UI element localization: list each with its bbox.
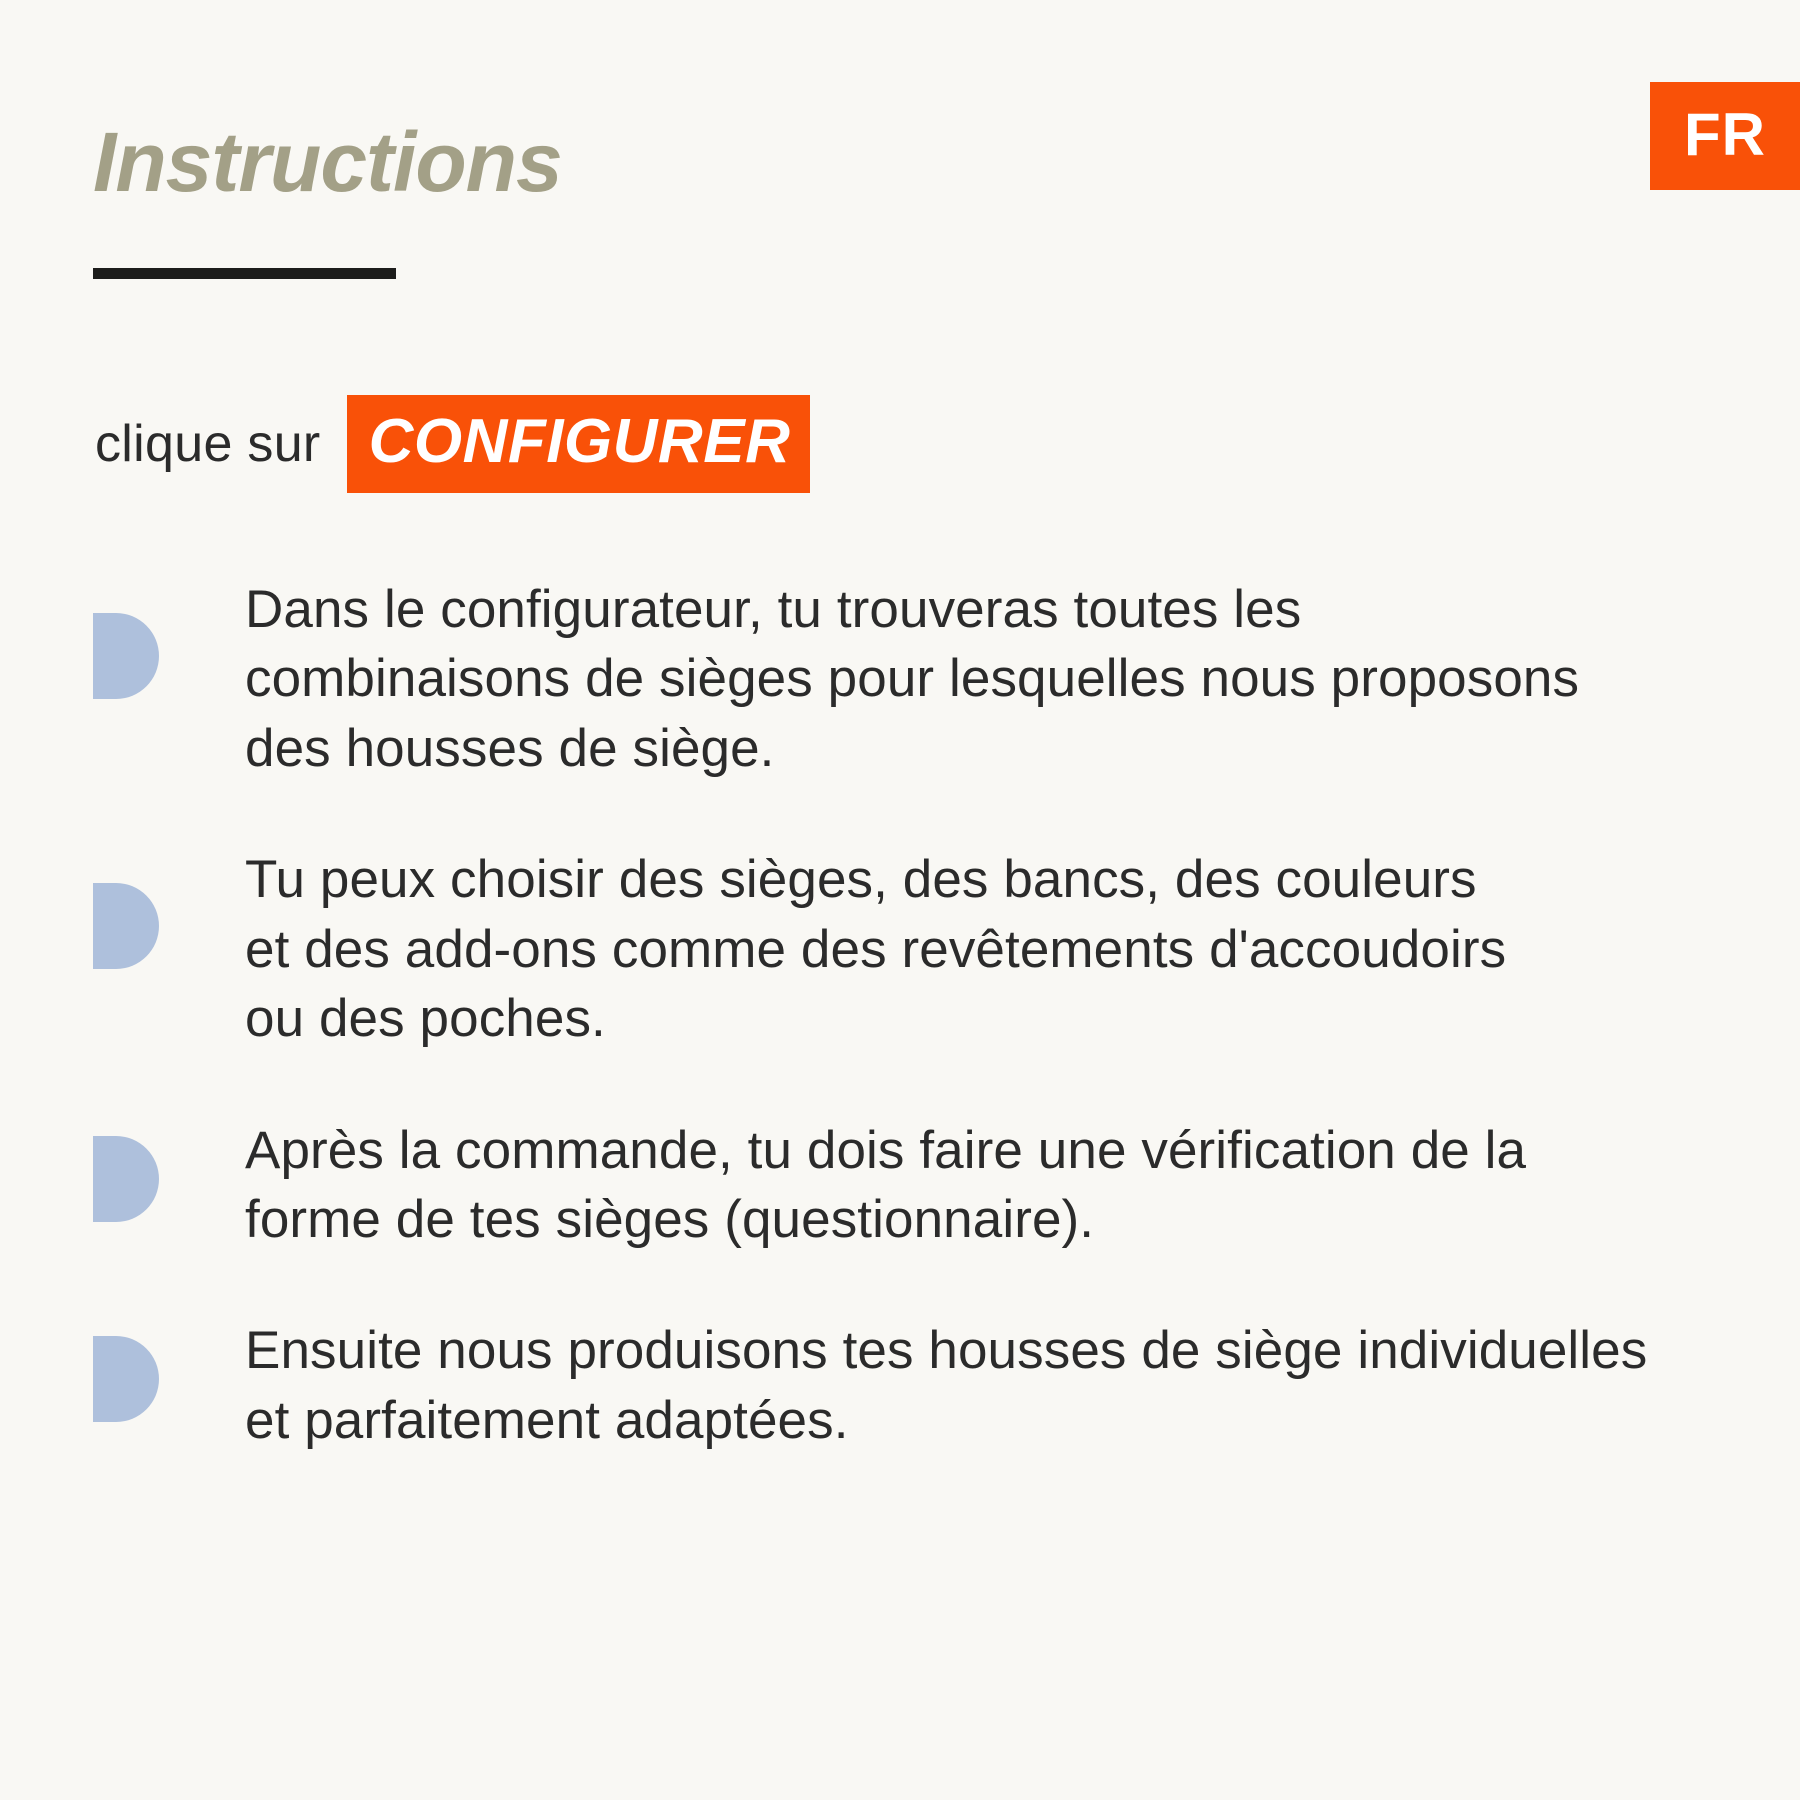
list-item-text: Tu peux choisir des sièges, des bancs, des couleurs et des add-ons comme des revêtements d'accoudoirs ou des poches. [245, 850, 1507, 1049]
cta-prefix-label: clique sur [95, 415, 321, 473]
bullet-list [93, 575, 1673, 1517]
list-item-text: Ensuite nous produisons tes housses de siège individuelles et parfaitement adaptées. [245, 1321, 1648, 1450]
list-item-text: Après la commande, tu dois faire une vérification de la forme de tes sièges (questionnaire). [245, 1120, 1527, 1249]
half-circle-bullet-icon [93, 1336, 159, 1422]
half-circle-bullet-icon [93, 883, 159, 969]
page-title: Instructions [93, 115, 562, 209]
list-item [93, 845, 1673, 1053]
list-item [93, 575, 1673, 783]
list-item [93, 1116, 1673, 1255]
list-item [93, 1316, 1673, 1455]
language-badge[interactable]: FR [1650, 82, 1800, 190]
configure-button[interactable]: CONFIGURER [347, 395, 811, 493]
title-underline-divider [93, 268, 396, 279]
half-circle-bullet-icon [93, 613, 159, 699]
list-item-text: Dans le configurateur, tu trouveras toutes les combinaisons de sièges pour lesquelles nous proposons des housses de siège. [245, 580, 1580, 778]
cta-line [95, 395, 810, 493]
half-circle-bullet-icon [93, 1136, 159, 1222]
